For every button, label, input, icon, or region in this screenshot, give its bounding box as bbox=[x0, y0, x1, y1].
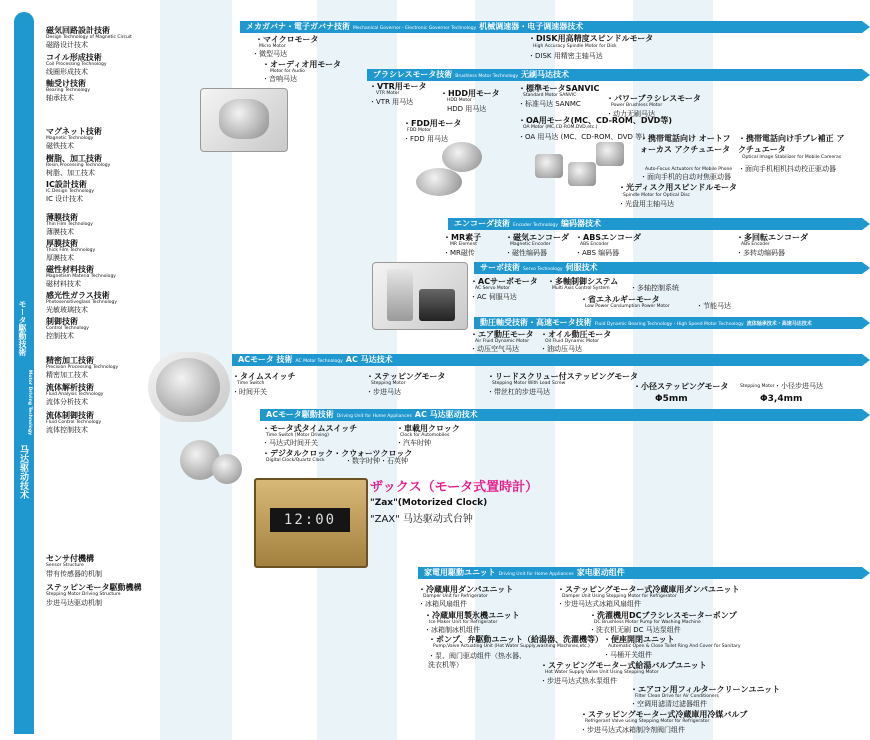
item-ja: ・ACサーボモータ bbox=[470, 277, 538, 286]
tech-ja: コイル形成技術 bbox=[46, 53, 102, 62]
servo-body bbox=[387, 269, 413, 321]
item-ja: ・ポンプ、弁駆動ユニット（給湯器、洗濯機等） bbox=[428, 635, 604, 644]
item-ja: ・光ディスク用スピンドルモータ bbox=[618, 183, 738, 192]
item-ja: ・ステッピングモータ bbox=[366, 372, 446, 381]
section-arrow bbox=[862, 262, 870, 274]
tech-ja: 感光性ガラス技術 bbox=[46, 291, 110, 300]
module-body bbox=[568, 162, 596, 186]
item-ja: ・磁気エンコーダ bbox=[505, 233, 569, 242]
item-ja: ・エア動圧モータ bbox=[470, 330, 534, 339]
item-ja: ・冷蔵庫用製氷機ユニット bbox=[424, 611, 520, 620]
tech-ja: 磁性材料技術 bbox=[46, 265, 94, 274]
item-ja: ・小径ステッピングモータ bbox=[633, 382, 729, 391]
item-en: Clock for Automobiles bbox=[400, 433, 450, 438]
item-en: ABS Encoder bbox=[741, 242, 770, 247]
tech-en: Coil Processing Technology bbox=[46, 62, 107, 67]
item-ja: ・エアコン用フィルタークリーンユニット bbox=[630, 685, 781, 694]
section-ja: サーボ技術 bbox=[480, 263, 520, 272]
item-en: Damper Unit for Refrigerator bbox=[423, 594, 488, 599]
item-cn: ・DISK 用精密主轴马达 bbox=[528, 52, 603, 60]
item-ja: ・タイムスイッチ bbox=[232, 372, 296, 381]
tech-ja: 精密加工技術 bbox=[46, 356, 94, 365]
side-label-ja: モータ駆動技術 bbox=[18, 300, 27, 356]
item-cn: HDD 用马达 bbox=[447, 105, 487, 113]
item-en: Oil Fluid Dynamic Motor bbox=[545, 339, 599, 344]
item-en: Digital Clock/Quartz Clock bbox=[266, 458, 325, 463]
item-cn: ・马达式时间开关 bbox=[262, 439, 318, 447]
section-ja: 家電用駆動ユニット bbox=[424, 568, 496, 577]
section-ja: ACモータ 技術 bbox=[238, 355, 293, 364]
section-ja: メカガバナ・電子ガバナ技術 bbox=[246, 22, 350, 31]
tech-en: Thick Film Technology bbox=[46, 248, 96, 253]
ac-motor-photo bbox=[148, 352, 230, 422]
tech-cn: 控制技术 bbox=[46, 332, 74, 340]
tech-en: Thin Film Technology bbox=[46, 222, 93, 227]
tech-en: Precision Processing Technology bbox=[46, 365, 119, 370]
module-body bbox=[535, 154, 563, 178]
item-en: Stepping Motor With Lead Screw bbox=[492, 381, 566, 386]
tech-cn: 树脂、加工技术 bbox=[46, 169, 95, 177]
disk-body bbox=[416, 168, 462, 196]
tech-ja: 流体解析技術 bbox=[46, 383, 94, 392]
tech-ja: 制御技術 bbox=[46, 317, 78, 326]
bg-stripe-3 bbox=[475, 0, 555, 740]
side-label-cn: 马达驱动技术 bbox=[18, 445, 28, 499]
item-cn: ・微型马达 bbox=[252, 50, 287, 58]
item-en: Auto-Focus Actuators for Mobile Phone bbox=[645, 167, 733, 172]
item-cn: ・AC 伺服马达 bbox=[470, 293, 517, 301]
micro-motor-photo bbox=[200, 88, 288, 152]
item-cn: ・动压空气马达 bbox=[470, 345, 519, 353]
zax-clock-photo bbox=[254, 478, 368, 568]
item-en: VTR Motor bbox=[376, 91, 400, 96]
tech-ja: マグネット技術 bbox=[46, 127, 102, 136]
item-ja: ・MR素子 bbox=[443, 233, 482, 242]
item-cn: ・时间开关 bbox=[232, 388, 267, 396]
tech-ja: 軸受け技術 bbox=[46, 79, 86, 88]
item-ja: ・洗濯機用DCブラシレスモーターポンプ bbox=[589, 611, 737, 620]
item-cn: ・洗衣机无刷 DC 马达泵组件 bbox=[589, 626, 681, 634]
section-arrow bbox=[862, 21, 870, 33]
item-ja: ・携帯電話向け手ブレ補正 アクチュエータ bbox=[738, 134, 845, 154]
tech-en: IC Design Technology bbox=[46, 189, 95, 194]
tech-ja: 流体制御技術 bbox=[46, 411, 94, 420]
tech-en: Control Technology bbox=[46, 326, 89, 331]
item-cn: ・空调用滤清过滤器组件 bbox=[630, 700, 707, 708]
item-en: Hot Water Supply Valve Unit Using Stepping Motor bbox=[545, 670, 659, 675]
item-en: Multi Axis Control System bbox=[552, 286, 610, 291]
item-cn: ・带丝杠的步进马达 bbox=[487, 388, 550, 396]
section-ja: エンコーダ技術 bbox=[454, 219, 510, 228]
item-cn: ・标准马达 SANMC bbox=[518, 100, 581, 108]
item-en: FDD Motor bbox=[407, 128, 431, 133]
item-en: Low Power Consumption Power Motor bbox=[585, 304, 670, 309]
item-cn: ・冰箱风扇组件 bbox=[418, 600, 467, 608]
section-cn: 机械调速器・电子调速器技术 bbox=[479, 22, 584, 31]
tech-cn: 磁路设计技术 bbox=[46, 41, 88, 49]
item-en: OA Motor (MC,CD-ROM,DVD,etc.) bbox=[523, 125, 598, 130]
section-bar-home bbox=[418, 567, 862, 579]
zax-cn: "ZAX" 马达驱动式台钟 bbox=[370, 514, 473, 525]
tech-en: Bearing Technology bbox=[46, 88, 91, 93]
item-cn: ・节能马达 bbox=[696, 302, 731, 310]
tech-ja: 薄膜技術 bbox=[46, 213, 78, 222]
tech-en: Magnetic Technology bbox=[46, 136, 94, 141]
item-cn: ・ABS 编码器 bbox=[575, 249, 620, 257]
item-cn: ・汽车时钟 bbox=[396, 439, 431, 447]
section-en: Encoder Technology bbox=[513, 223, 559, 228]
item-cn: ・磁性编码器 bbox=[505, 249, 547, 257]
item-ja: ・VTR用モータ bbox=[369, 82, 427, 91]
ac-motor-body bbox=[156, 358, 220, 416]
item-ja: ・省エネルギーモータ bbox=[580, 295, 660, 304]
item-ja: ・オイル動圧モータ bbox=[540, 330, 612, 339]
item-en: Motor for Audio bbox=[270, 69, 305, 74]
tech-cn: 轴承技术 bbox=[46, 94, 74, 102]
servo-body bbox=[419, 289, 455, 321]
item-en: HDD Motor bbox=[447, 98, 472, 103]
item-ja: ・車載用クロック bbox=[396, 424, 460, 433]
item-cn: ・VTR 用马达 bbox=[369, 98, 414, 106]
item-cn: ・马桶开关组件 bbox=[603, 651, 652, 659]
section-cn: AC 马达驱动技术 bbox=[414, 410, 478, 419]
section-bar-bearing bbox=[474, 317, 862, 329]
section-en: AC Motor Technology bbox=[295, 359, 343, 364]
section-arrow bbox=[862, 317, 870, 329]
tech-cn: 薄膜技术 bbox=[46, 228, 74, 236]
side-label-en: Motor Driving Technology bbox=[27, 370, 32, 436]
section-cn: 编码器技术 bbox=[561, 219, 602, 228]
tech-cn: 线圈形成技术 bbox=[46, 68, 88, 76]
section-en: Driving Unit for Home Appliances bbox=[498, 572, 574, 577]
item-en: Automatic Open & Close Toilet Ring And Cover for Sanitary bbox=[608, 644, 741, 649]
tech-cn: 磁铁技术 bbox=[46, 142, 74, 150]
section-ja: ブラシレスモータ技術 bbox=[373, 70, 453, 79]
item-en: DC Brushless Motor Pump for Washing Machine bbox=[594, 620, 701, 625]
section-arrow bbox=[862, 354, 870, 366]
item-ja: ・ステッピングモーター式冷蔵庫用冷媒バルブ bbox=[580, 710, 748, 719]
section-bar-governor bbox=[240, 21, 862, 33]
tech-en: Fluid Analysis Technology bbox=[46, 392, 104, 397]
item-en: Damper Unit Using Stepping Motor for Refrigerator bbox=[562, 594, 677, 599]
section-en: Driving Unit for Home Appliances bbox=[336, 414, 412, 419]
tech-ja: ステッピンモータ駆動機構 bbox=[46, 583, 142, 592]
item-ja: ・便座開閉ユニット bbox=[603, 635, 675, 644]
section-en: Servo Technology bbox=[523, 267, 563, 272]
tech-cn: 流体分析技术 bbox=[46, 398, 88, 406]
tech-en: Magnetism Materia Technology bbox=[46, 274, 116, 279]
tech-en: Sensor Structure bbox=[46, 563, 84, 568]
gear-body bbox=[212, 454, 242, 484]
item-en: Optical Image Stabilizer for Mobile Cameras bbox=[742, 155, 842, 160]
section-ja: ACモータ駆動技術 bbox=[266, 410, 334, 419]
tech-cn: 流体控制技术 bbox=[46, 426, 88, 434]
item-ja: ・携帯電話向け オートフォーカス アクチュエータ bbox=[640, 134, 731, 154]
item-cn: ・面向手机的自动对焦驱动器 bbox=[640, 173, 731, 181]
diameter-5mm: Φ5mm bbox=[655, 394, 688, 404]
item-cn: ・面向手机相机抖动校正驱动器 bbox=[738, 165, 836, 173]
item-cn: ・数字时钟・石英钟 bbox=[345, 457, 408, 465]
section-cn: AC 马达技术 bbox=[345, 355, 393, 364]
disk-body bbox=[442, 142, 482, 172]
item-cn: ・小径步进马达 bbox=[774, 382, 823, 390]
item-cn: ・MR磁传 bbox=[443, 249, 475, 257]
section-cn: 家电驱动组件 bbox=[576, 568, 625, 577]
tech-cn: IC 设计技术 bbox=[46, 195, 84, 203]
item-ja: ・標準モータSANVIC bbox=[518, 84, 600, 93]
item-ja: ・パワーブラシレスモータ bbox=[606, 94, 701, 103]
item-ja: ・多軸制御システム bbox=[547, 277, 619, 286]
tech-en: Photosensitiveglass Technology bbox=[46, 300, 118, 305]
item-en: MR Element bbox=[450, 242, 478, 247]
item-ja: ・マイクロモータ bbox=[255, 35, 319, 44]
tech-ja: IC設計技術 bbox=[46, 180, 87, 189]
item-en: Micro Motor bbox=[259, 44, 286, 49]
section-arrow bbox=[862, 69, 870, 81]
item-cn: ・油动压马达 bbox=[540, 345, 582, 353]
section-ja: 動圧軸受技術・高速モータ技術 bbox=[480, 318, 592, 327]
item-cn: ・音响马达 bbox=[262, 75, 297, 83]
item-ja: ・モータ式タイムスイッチ bbox=[262, 424, 358, 433]
item-en: Power Brushless Motor bbox=[611, 103, 663, 108]
section-arrow bbox=[862, 409, 870, 421]
section-arrow bbox=[862, 567, 870, 579]
item-en: ABS Encoder bbox=[580, 242, 609, 247]
item-ja: ・ステッピングモーター式冷蔵庫用ダンパユニット bbox=[557, 585, 740, 594]
section-cn: 无刷马达技术 bbox=[521, 70, 570, 79]
tech-ja: 厚膜技術 bbox=[46, 239, 78, 248]
item-en: Stepping Motor bbox=[740, 384, 775, 389]
tech-en: Fluid Control Technology bbox=[46, 420, 102, 425]
item-ja: ・リードスクリュー付ステッピングモータ bbox=[487, 372, 639, 381]
module-body bbox=[596, 142, 624, 166]
item-ja: ・オーディオ用モータ bbox=[262, 60, 342, 69]
section-bar-brushless bbox=[367, 69, 862, 81]
item-en: Time Switch bbox=[237, 381, 265, 386]
tech-en: Resin,Processing Technology bbox=[46, 163, 111, 168]
item-cn: ・步进马达 bbox=[366, 388, 401, 396]
item-ja: ・HDD用モータ bbox=[440, 89, 500, 98]
tech-cn: 带有传感器的机制 bbox=[46, 570, 102, 578]
tech-en: Design Technology of Magnetic Circuit bbox=[46, 35, 132, 40]
item-en: Pump,Valve Actuating Unit (Hot Water Supply,washing Machines,etc.) bbox=[433, 644, 590, 649]
tech-cn: 光敏玻璃技术 bbox=[46, 306, 88, 314]
item-cn: ・步进马达式冰箱制冷剂阀门组件 bbox=[580, 726, 685, 734]
section-bar-encoder bbox=[448, 218, 862, 230]
item-en: Spindle Motor for Optical Disc bbox=[623, 193, 691, 198]
timeswitch-photo bbox=[172, 430, 252, 496]
item-ja: ・多回転エンコーダ bbox=[736, 233, 808, 242]
section-en: Mechanical Governor・Electronic Governor Technology bbox=[353, 26, 477, 31]
section-cn: 流体轴承技术・高速马达技术 bbox=[746, 321, 812, 327]
tech-cn: 精密加工技术 bbox=[46, 371, 88, 379]
oa-motor-photo bbox=[530, 142, 630, 202]
item-cn: ・动力无刷马达 bbox=[606, 110, 655, 118]
section-en: Brushless Motor Technology bbox=[455, 74, 519, 79]
section-cn: 伺服技术 bbox=[565, 263, 598, 272]
item-en: AC Servo Motor bbox=[475, 286, 510, 291]
item-ja: ・OA用モータ(MC、CD-ROM、DVD等) bbox=[518, 116, 672, 125]
item-cn: ・步进马达式热水泵组件 bbox=[540, 677, 617, 685]
item-ja: ・デジタルクロック・クウォーツクロック bbox=[262, 449, 413, 458]
item-en: Ice Maker Unit for Refrigerator bbox=[429, 620, 498, 625]
item-en: Filter Clean Drive for Air Conditioners bbox=[635, 694, 719, 699]
tech-cn: 厚膜技术 bbox=[46, 254, 74, 262]
item-cn: ・OA 用马达 (MC、CD-ROM、DVD 等) bbox=[518, 133, 645, 141]
item-en: Air Fluid Dynamic Motor bbox=[475, 339, 530, 344]
item-cn: ・冰箱制冰机组件 bbox=[424, 626, 480, 634]
item-en: Refrigerant Valve using Stepping Motor for Refrigerator bbox=[585, 719, 710, 724]
tech-ja: センサ付機構 bbox=[46, 554, 94, 563]
item-ja: ・ステッピングモーター式給湯バルブユニット bbox=[540, 661, 707, 670]
item-cn: ・光盘用主轴马达 bbox=[618, 200, 674, 208]
servo-motor-photo bbox=[372, 262, 468, 330]
item-en: High Accuracy Spindle Motor for Disk bbox=[533, 44, 617, 49]
item-en: Magnetic Encoder bbox=[510, 242, 551, 247]
zax-title: ザックス（モータ式置時計） bbox=[370, 480, 539, 495]
item-ja: ・DISK用高精度スピンドルモータ bbox=[528, 34, 654, 43]
tech-ja: 磁気回路設計技術 bbox=[46, 26, 110, 35]
item-cn: ・多轴控制系统 bbox=[630, 284, 679, 292]
item-ja: ・冷蔵庫用ダンパユニット bbox=[418, 585, 514, 594]
item-en: Standard Motor SANVIC bbox=[523, 93, 577, 98]
tech-cn: 磁材料技术 bbox=[46, 280, 81, 288]
section-bar-ac-drive bbox=[260, 409, 862, 421]
item-en: Time Switch (Motor Driving) bbox=[266, 433, 329, 438]
item-ja: ・FDD用モータ bbox=[403, 119, 462, 128]
section-arrow bbox=[862, 218, 870, 230]
diameter-3-4mm: Φ3,4mm bbox=[760, 394, 803, 404]
item-en: Stepping Motor bbox=[371, 381, 406, 386]
item-cn: ・泵、阀门驱动组件（热水器、洗衣机等） bbox=[428, 652, 526, 669]
section-en: Fluid Dynamic Bearing Technology・High Speed Motor Technology bbox=[594, 322, 744, 327]
tech-cn: 步进马达驱动机制 bbox=[46, 599, 102, 607]
section-bar-ac-motor bbox=[232, 354, 862, 366]
tech-en: Stepping Motor Driving Structure bbox=[46, 592, 121, 597]
item-ja: ・ABSエンコーダ bbox=[575, 233, 642, 242]
section-bar-servo bbox=[474, 262, 862, 274]
item-cn: ・步进马达式冰箱风扇组件 bbox=[557, 600, 641, 608]
tech-ja: 樹脂、加工技術 bbox=[46, 154, 102, 163]
motor-body bbox=[219, 99, 269, 139]
item-cn: ・多转动编码器 bbox=[736, 249, 785, 257]
clock-face: 12:00 bbox=[270, 508, 350, 532]
hdd-motor-photo bbox=[414, 140, 494, 200]
item-cn: ・FDD 用马达 bbox=[403, 135, 449, 143]
zax-en: "Zax"(Motorized Clock) bbox=[370, 498, 488, 508]
